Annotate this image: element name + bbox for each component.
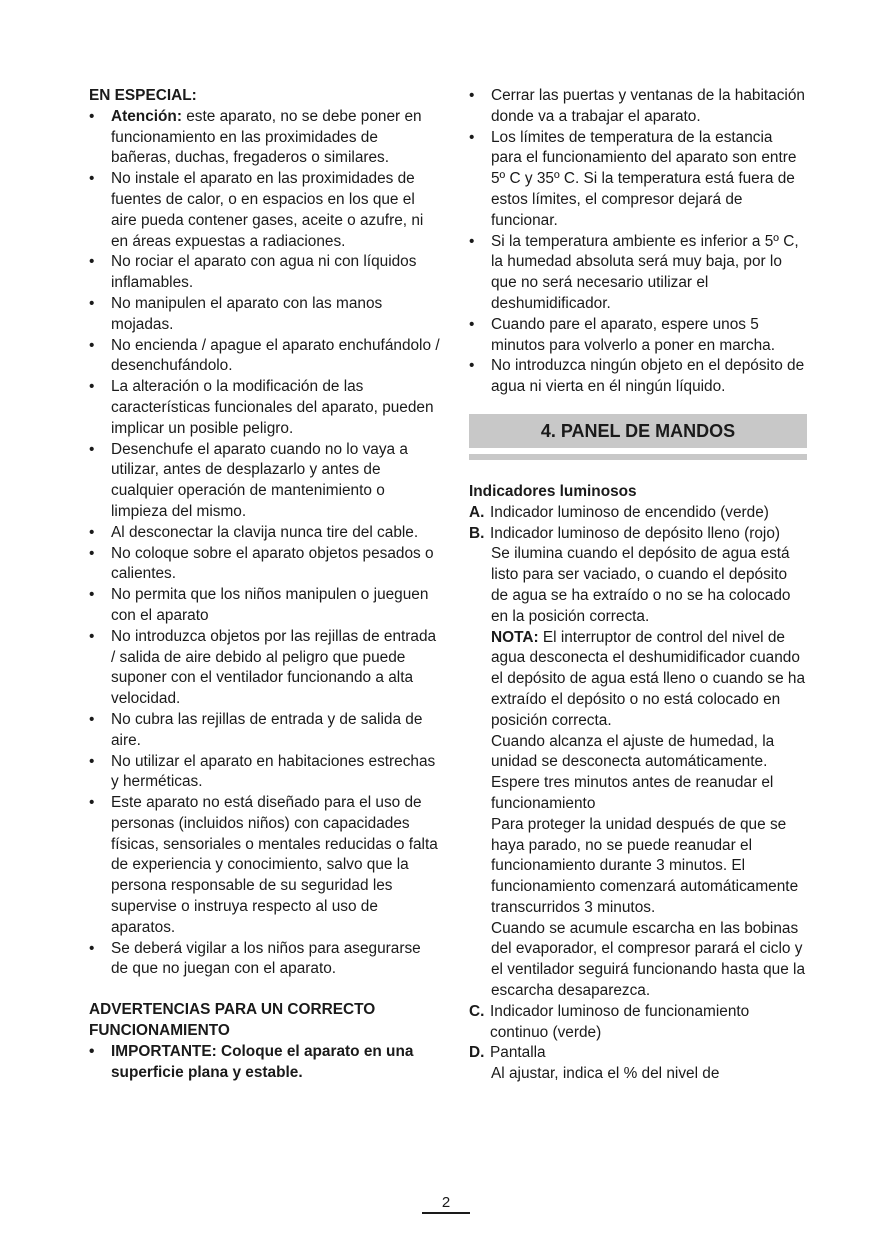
precautions-list bbox=[89, 107, 441, 980]
list-item bbox=[89, 710, 441, 752]
paragraph: Cuando se acumule escarcha en las bobinas del evaporador, el compresor parará el ciclo y el ventilador seguirá funcionando hasta que la escarcha desaparezca. bbox=[491, 919, 806, 1000]
list-item bbox=[469, 86, 807, 128]
indicator-b-description bbox=[469, 544, 807, 1002]
list-item bbox=[89, 107, 441, 169]
bullet-icon: • bbox=[89, 710, 95, 728]
item-text: Al desconectar la clavija nunca tire del cable. bbox=[111, 523, 419, 541]
list-item bbox=[469, 315, 807, 357]
label-key: B. bbox=[469, 524, 485, 542]
label-text: Indicador luminoso de encendido (verde) bbox=[490, 503, 769, 521]
page-number: 2 bbox=[441, 1194, 451, 1211]
bullet-icon: • bbox=[89, 378, 95, 396]
bullet-icon: • bbox=[89, 586, 95, 604]
heading-advertencias: ADVERTENCIAS PARA UN CORRECTO FUNCIONAMIENTO bbox=[89, 1001, 376, 1040]
bullet-icon: • bbox=[469, 87, 475, 104]
item-text: La alteración o la modificación de las características funcionales del aparato, pueden implicar un posible peligro. bbox=[111, 378, 434, 437]
list-item bbox=[89, 585, 441, 627]
item-bold-label: Atención: bbox=[111, 107, 182, 125]
list-item bbox=[469, 232, 807, 315]
nota-label: NOTA: bbox=[491, 628, 539, 646]
bullet-icon: • bbox=[89, 440, 95, 458]
bullet-icon: • bbox=[89, 627, 95, 645]
heading-en-especial: EN ESPECIAL: bbox=[89, 87, 197, 104]
label-text: Pantalla bbox=[490, 1044, 546, 1062]
label-key: A. bbox=[469, 503, 485, 521]
nota-text: El interruptor de control del nivel de agua desconecta el deshumidificador cuando el depósito de agua está lleno o cuando se ha extraído el depósito o no está colocado en posición correcta. bbox=[491, 628, 806, 729]
operation-list bbox=[469, 86, 807, 398]
bullet-icon: • bbox=[469, 315, 475, 333]
list-item-important bbox=[89, 1042, 441, 1084]
list-item bbox=[89, 752, 441, 794]
bullet-icon: • bbox=[89, 294, 95, 312]
b-desc: Se ilumina cuando el depósito de agua está listo para ser vaciado, o cuando el depósito de agua se ha extraído o no se ha colocado en la posición correcta. bbox=[491, 545, 791, 625]
bullet-icon: • bbox=[469, 357, 475, 375]
bullet-icon: • bbox=[89, 939, 95, 957]
bullet-icon: • bbox=[89, 523, 95, 541]
item-text: Se deberá vigilar a los niños para asegurarse de que no juegan con el aparato. bbox=[111, 939, 421, 978]
bullet-icon: • bbox=[89, 794, 95, 812]
bullet-icon: • bbox=[89, 544, 95, 562]
section-title: 4. PANEL DE MANDOS bbox=[540, 420, 736, 441]
label-key: D. bbox=[469, 1044, 485, 1062]
important-text: IMPORTANTE: Coloque el aparato en una superficie plana y estable. bbox=[111, 1042, 414, 1081]
bullet-icon: • bbox=[469, 128, 475, 146]
label-text: Indicador luminoso de depósito lleno (rojo) bbox=[490, 524, 781, 542]
list-item bbox=[89, 336, 441, 378]
indicator-d-description: Al ajustar, indica el % del nivel de bbox=[491, 1065, 720, 1083]
item-text: No introduzca objetos por las rejillas de entrada / salida de aire debido al peligro que puede suponer con el ventilador funcionando a alta velocidad. bbox=[111, 627, 437, 708]
indicator-c bbox=[469, 1002, 807, 1044]
list-item bbox=[469, 128, 807, 232]
list-item bbox=[89, 294, 441, 336]
bullet-icon: • bbox=[469, 232, 475, 250]
bullet-icon: • bbox=[89, 1042, 95, 1060]
list-item bbox=[89, 939, 441, 981]
page-number-underline bbox=[422, 1212, 470, 1214]
item-text: No utilizar el aparato en habitaciones estrechas y herméticas. bbox=[111, 752, 436, 791]
right-column bbox=[469, 86, 807, 1085]
item-text: Desenchufe el aparato cuando no lo vaya a utilizar, antes de desplazarlo y antes de cualquier operación de mantenimiento o limpieza del mismo. bbox=[111, 440, 408, 520]
list-item bbox=[89, 377, 441, 439]
paragraph: Para proteger la unidad después de que se haya parado, no se puede reanudar el funcionamiento durante 3 minutos. El funcionamiento comenzará automáticamente transcurridos 3 minutos. bbox=[491, 815, 799, 916]
list-item bbox=[89, 544, 441, 586]
list-item bbox=[89, 440, 441, 523]
sub-heading: Indicadores luminosos bbox=[469, 482, 637, 500]
label-key: C. bbox=[469, 1002, 485, 1020]
bullet-icon: • bbox=[89, 170, 95, 188]
item-text: Cerrar las puertas y ventanas de la habitación donde va a trabajar el aparato. bbox=[491, 87, 805, 125]
indicator-d bbox=[469, 1043, 807, 1064]
bullet-icon: • bbox=[89, 253, 95, 271]
item-text: este aparato, no se debe poner en funcionamiento en las proximidades de bañeras, duchas, fregaderos o similares. bbox=[111, 107, 422, 167]
item-text: No instale el aparato en las proximidades de fuentes de calor, o en espacios en los que el aire pueda contener gases, aceite o azufre, ni en áreas expuestas a radiaciones. bbox=[111, 170, 424, 250]
list-item bbox=[89, 169, 441, 252]
important-list bbox=[89, 1042, 441, 1084]
item-text: No manipulen el aparato con las manos mojadas. bbox=[111, 294, 383, 333]
item-text: Cuando pare el aparato, espere unos 5 minutos para volverlo a poner en marcha. bbox=[491, 315, 776, 354]
item-text: Este aparato no está diseñado para el uso de personas (incluidos niños) con capacidades físicas, sensoriales o mentales reducidas o falta de experiencia y conocimiento, salvo que la persona responsable de su seguridad les supervise o instruya respecto al uso de aparatos. bbox=[111, 794, 438, 936]
list-item bbox=[89, 793, 441, 939]
bullet-icon: • bbox=[89, 336, 95, 354]
list-item bbox=[89, 627, 441, 710]
section-banner bbox=[469, 414, 807, 448]
item-text: No cubra las rejillas de entrada y de salida de aire. bbox=[111, 710, 423, 749]
item-text: No introduzca ningún objeto en el depósito de agua ni vierta en él ningún líquido. bbox=[491, 357, 805, 396]
left-column bbox=[89, 86, 441, 1083]
list-item bbox=[89, 252, 441, 294]
paragraph: Cuando alcanza el ajuste de humedad, la unidad se desconecta automáticamente. Espere tres minutos antes de reanudar el funcionamiento bbox=[491, 732, 775, 812]
item-text: Si la temperatura ambiente es inferior a 5º C, la humedad absoluta será muy baja, por lo que no será necesario utilizar el deshumidificador. bbox=[491, 232, 799, 312]
indicator-a bbox=[469, 503, 807, 524]
bullet-icon: • bbox=[89, 752, 95, 770]
item-text: Los límites de temperatura de la estancia para el funcionamiento del aparato son entre 5º C y 35º C. Si la temperatura está fuera de estos límites, el compresor dejará de funcionar. bbox=[491, 128, 797, 229]
item-text: No rociar el aparato con agua ni con líquidos inflamables. bbox=[111, 253, 417, 292]
list-item bbox=[469, 356, 807, 398]
indicator-b bbox=[469, 524, 807, 545]
nota-paragraph bbox=[491, 628, 807, 732]
item-text: No encienda / apague el aparato enchufándolo / desenchufándolo. bbox=[111, 336, 440, 375]
bullet-icon: • bbox=[89, 107, 95, 125]
list-item bbox=[89, 523, 441, 544]
item-text: No permita que los niños manipulen o jueguen con el aparato bbox=[111, 586, 429, 624]
section-divider bbox=[469, 454, 807, 460]
label-text: Indicador luminoso de funcionamiento continuo (verde) bbox=[490, 1002, 750, 1041]
item-text: No coloque sobre el aparato objetos pesados o calientes. bbox=[111, 544, 434, 583]
